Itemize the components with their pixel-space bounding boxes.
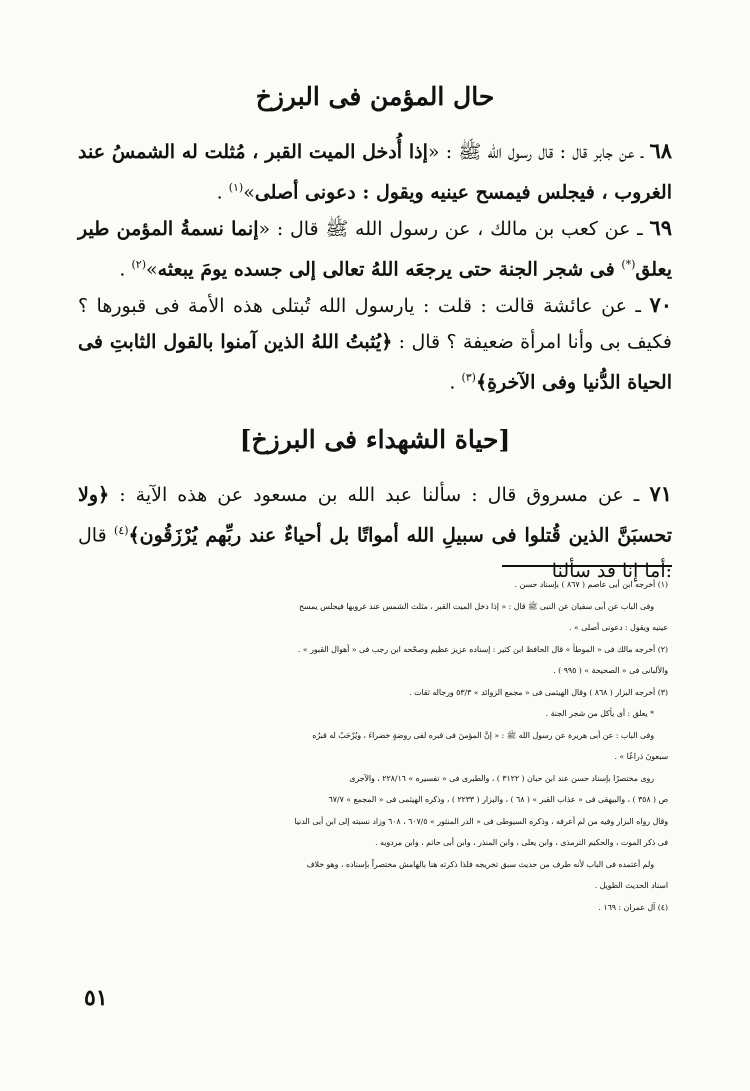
footnote-line: والألبانى فى « الصحيحة » ( ٩٩٥ ) . [553, 666, 668, 675]
hadith-text-part1: إنما نسمةُ المؤمن طير يعلق [78, 218, 672, 281]
quran-verse: ﴿يُثبتُ اللهُ الذين آمنوا بالقول الثابتِ فى الحياة الدُّنيا وفى الآخرةِ﴾ [78, 331, 672, 394]
footnote-line: ولم أعتمده فى الباب لأنه طرف من حديث سبق تخريجه فلذا ذكرته هنا بالهامش مختصراً بإسناده ، وهو خلاف [306, 859, 654, 869]
footnote-ref: (٤) [114, 524, 129, 537]
hadith-number: ٦٩ [649, 215, 672, 240]
quran-verse: ﴿ولا تحسبَنَّ الذين قُتلوا فى سبيلِ الله أمواتًا بل أحياءٌ عند ربِّهم يُرْزَقُون﴾ [78, 484, 673, 547]
footnote-line: (١) أخرجه ابن أبى عاصم ( ٨٦٧ ) بإسناد حسن . [514, 580, 668, 589]
period: . [119, 258, 132, 281]
footnote-line: اسناد الحديث الطويل . [594, 881, 668, 890]
footnote-line: وفى الباب عن أبى سفيان عن النبى ﷺ قال : « إذا دخل الميت القبر ، مثلث الشمس عند غروبها فيجلس يمسح [298, 601, 654, 611]
hadith-number: ٧٠ [649, 292, 672, 317]
hadith-number: ٧١ [649, 481, 672, 506]
footnote-line: (٣) أخرجه البزار ( ٨٦٨ ) وقال الهيثمى فى « مجمع الزوائد » ٥٣/٣ ورجاله ثقات . [409, 687, 668, 697]
hadith-intro: ـ عن جابر قال : قال رسول الله ﷺ : « [427, 141, 644, 163]
footnote-line: * يعلق : أى يأكل من شجر الجنة . [545, 709, 654, 718]
hadith-71 [78, 476, 672, 589]
section-heading: حال المؤمن فى البرزخ [255, 82, 495, 111]
page-number: ٥١ [84, 985, 108, 1011]
hadith-68 [78, 133, 672, 210]
footnote-ref: (٣) [461, 371, 476, 384]
footnote-line: سبعونَ ذراعًا » . [614, 752, 668, 761]
hadith-number: ٦٨ [649, 138, 672, 163]
hadith-69 [78, 210, 672, 287]
hadith-intro: ـ عن مسروق قال : سألنا عبد الله بن مسعود عن هذه الآية : [109, 484, 640, 506]
hadith-continuation: قال :أما إنا قد سألنا [78, 524, 672, 583]
section-heading-martyrs: [حياة الشهداء فى البرزخ] [239, 425, 511, 454]
quote-close: » [145, 258, 158, 281]
footnote-line: وقال رواه البزار وفيه من لم أعرفه ، وذكره السيوطى فى « الدر المنثور » ٦٠٧/٥ ، ٦٠٨ وزاد نسبته إلى ابن أبى الدنيا [294, 816, 668, 826]
hadith-text-part2: فى شجر الجنة حتى يرجعَه اللهُ تعالى إلى جسده يومَ يبعثه [157, 258, 622, 281]
note-star-ref: (*) [621, 258, 636, 271]
quote-close: » [243, 181, 255, 204]
hadith-intro: ـ عن كعب بن مالك ، عن رسول الله ﷺ قال : « [258, 218, 643, 240]
footnote-ref: (٢) [131, 258, 146, 271]
footnote-separator [502, 565, 672, 567]
footnote-line: ص ( ٣٥٨ ) ، والبيهقى فى « عذاب القبر » ( ٦٨ ) ، والبزار ( ٢٢٣٣ ) ، وذكره الهيثمى فى « المجمع » ٦٧/٧ [328, 795, 668, 804]
footnote-ref: (١) [228, 181, 244, 194]
footnote-line: روى مختصرًا بإسناد حسن عند ابن حبان ( ٣١٢٢ ) ، والطبرى فى « تفسيره » ٢٢٨/١٦ ، والآجرى [349, 773, 654, 783]
hadith-intro: ـ عن عائشة قالت : قلت : يارسول الله تُبتلى هذه الأمة فى قبورها ؟ فكيف بى وأنا امرأة ضعيفة ؟ قال : [78, 295, 672, 353]
hadith-70 [78, 287, 672, 400]
footnote-line: وفى الباب : عن أبى هريرة عن رسول الله ﷺ : « إنَّ المؤمنَ فى قبره لفى روضةٍ خضراءَ ، ويُرْحَبُ له قبرُه [312, 730, 654, 740]
footnote-line: (٢) أخرجه مالك فى « الموطأ » قال الحافظ ابن كثير : إسناده عزيز عظيم وصحّحه ابن رجب فى « أهوال القبور » . [297, 644, 668, 654]
footnote-line: عينيه ويقول : دعونى أصلى » . [569, 623, 668, 632]
footnotes [70, 574, 668, 918]
period: . [216, 181, 229, 204]
period: . [449, 371, 462, 394]
hadith-text: إذا أُدخل الميت القبر ، مُثلت له الشمسُ عند الغروب ، فيجلس فيمسح عينيه ويقول : دعونى أصلى [78, 141, 672, 204]
footnote-line: فى ذكر الموت ، والحكيم الترمذى ، وابن يعلى ، وابن المنذر ، وابن أبى حاتم ، وابن مردويه . [375, 838, 668, 847]
footnote-line: (٤) آل عمران : ١٦٩ . [598, 902, 668, 912]
